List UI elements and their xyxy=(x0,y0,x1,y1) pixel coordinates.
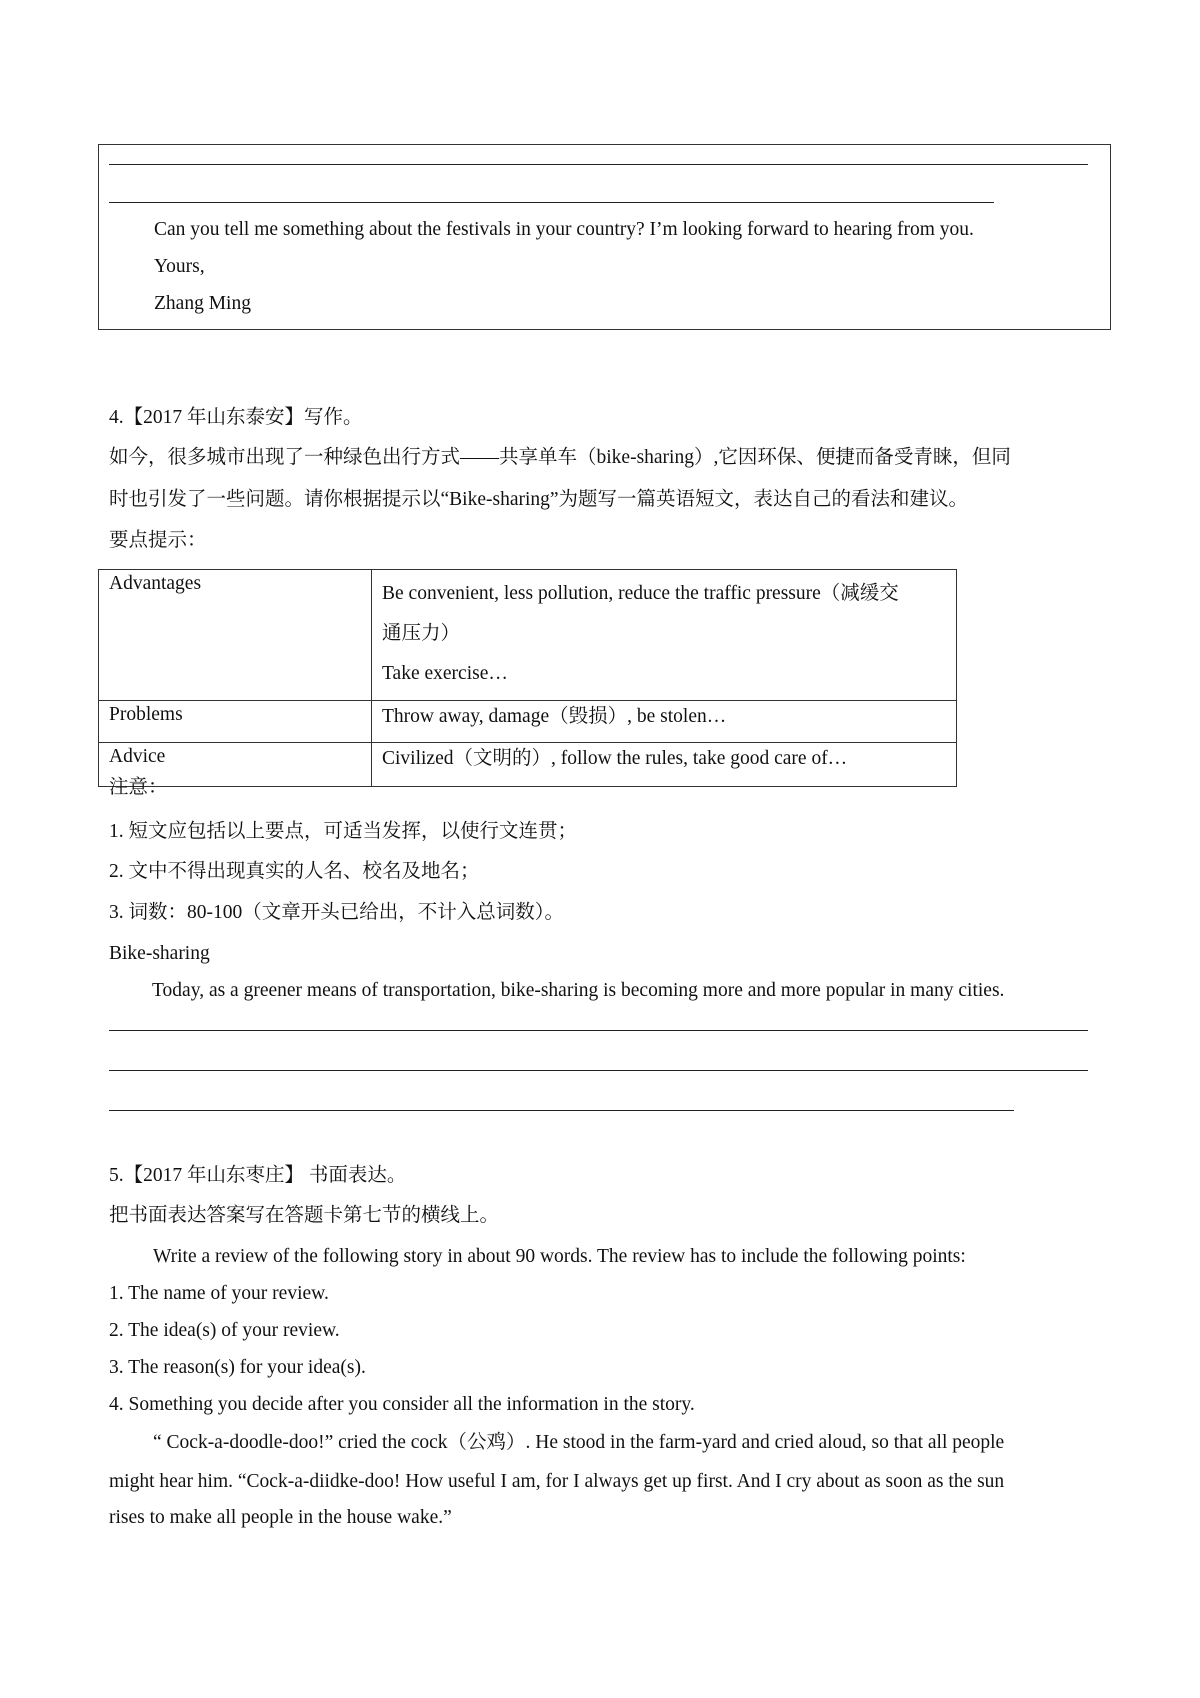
row-line: Be convenient, less pollution, reduce the traffic pressure（减缓交 xyxy=(382,583,899,604)
table-row xyxy=(99,743,957,787)
row-label: Problems xyxy=(99,701,372,743)
q4-intro: 时也引发了一些问题。请你根据提示以“Bike-sharing”为题写一篇英语短文，表达自己的看法和建议。 xyxy=(109,489,969,510)
q5-task: Write a review of the following story in about 90 words. The review has to include the following points: xyxy=(153,1246,966,1267)
story-line: might hear him. “Cock-a-diidke-doo! How useful I am, for I always get up first. And I cry about as soon as the sun xyxy=(109,1471,1005,1492)
row-content: Civilized（文明的）, follow the rules, take good care of… xyxy=(372,743,957,787)
answer-line[interactable] xyxy=(109,1070,1088,1071)
point-item: 3. The reason(s) for your idea(s). xyxy=(109,1357,366,1378)
q4-heading: 4.【2017 年山东泰安】写作。 xyxy=(109,407,363,428)
letter-sign-off: Yours, xyxy=(154,256,205,277)
answer-line[interactable] xyxy=(109,1030,1088,1031)
q5-instruction: 把书面表达答案写在答题卡第七节的横线上。 xyxy=(109,1205,500,1226)
q5-heading: 5.【2017 年山东枣庄】 书面表达。 xyxy=(109,1165,407,1186)
q4-hint-label: 要点提示： xyxy=(109,530,207,551)
note-item: 3. 词数：80-100（文章开头已给出，不计入总词数）。 xyxy=(109,902,564,923)
note-item: 1. 短文应包括以上要点，可适当发挥，以使行文连贯； xyxy=(109,821,578,842)
point-item: 1. The name of your review. xyxy=(109,1283,329,1304)
letter-signature: Zhang Ming xyxy=(154,293,251,314)
row-content: Throw away, damage（毁损）, be stolen… xyxy=(372,701,957,743)
row-label: Advantages xyxy=(99,570,372,701)
story-line: “ Cock-a-doodle-doo!” cried the cock（公鸡）. He stood in the farm-yard and cried aloud, so that all people xyxy=(153,1432,1005,1453)
story-line: rises to make all people in the house wake.” xyxy=(109,1507,452,1528)
q4-intro: 如今，很多城市出现了一种绿色出行方式——共享单车（bike-sharing）,它因环保、便捷而备受青睐，但同 xyxy=(109,447,1011,468)
essay-title: Bike-sharing xyxy=(109,943,210,964)
note-item: 2. 文中不得出现真实的人名、校名及地名； xyxy=(109,861,480,882)
row-content xyxy=(372,570,957,701)
answer-line[interactable] xyxy=(109,164,1088,165)
row-line: 通压力） xyxy=(382,623,461,644)
answer-line[interactable] xyxy=(109,202,994,203)
point-item: 2. The idea(s) of your review. xyxy=(109,1320,340,1341)
table-row xyxy=(99,570,957,701)
table-row xyxy=(99,701,957,743)
essay-start: Today, as a greener means of transportation, bike-sharing is becoming more and more popular in many cities. xyxy=(152,980,1005,1001)
letter-closing-line: Can you tell me something about the festivals in your country? I’m looking forward to hearing from you. xyxy=(154,219,974,240)
point-item: 4. Something you decide after you consider all the information in the story. xyxy=(109,1394,695,1415)
hints-table xyxy=(98,569,957,787)
notes-label: 注意： xyxy=(109,777,168,798)
row-label: Advice xyxy=(99,743,372,787)
answer-line[interactable] xyxy=(109,1110,1014,1111)
row-line: Take exercise… xyxy=(382,663,508,684)
